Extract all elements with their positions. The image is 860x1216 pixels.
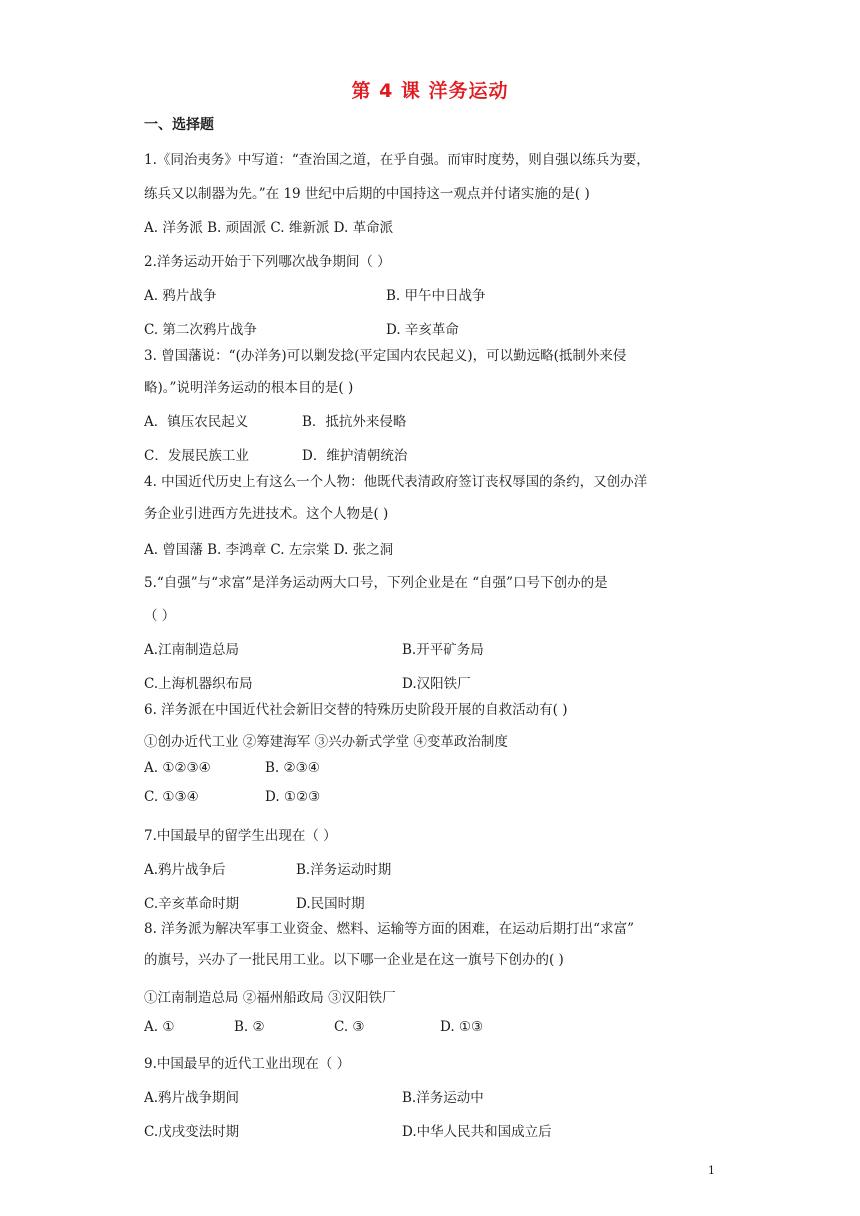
- question-8-option-c: C. ③: [334, 1019, 365, 1035]
- question-8-items: ①江南制造总局 ②福州船政局 ③汉阳铁厂: [144, 990, 396, 1006]
- question-9-option-a: A.鸦片战争期间: [144, 1090, 240, 1106]
- question-1-stem-line-2: 练兵又以制器为先。”在 19 世纪中后期的中国持这一观点并付诸实施的是( ): [144, 186, 590, 202]
- question-6-stem: 6. 洋务派在中国近代社会新旧交替的特殊历史阶段开展的自救活动有( ): [144, 702, 568, 718]
- question-5-stem-line-1: 5.“自强”与“求富”是洋务运动两大口号，下列企业是在 “自强”口号下创办的是: [144, 575, 608, 591]
- question-3-option-b: B．抵抗外来侵略: [302, 414, 407, 430]
- page-title: 第 4 课 洋务运动: [351, 80, 509, 102]
- question-3-stem-line-1: 3. 曾国藩说：“(办洋务)可以剿发捻(平定国内农民起义)，可以勤远略(抵制外来侵: [144, 348, 627, 364]
- question-5-option-b: B.开平矿务局: [402, 642, 484, 658]
- question-1-options: A. 洋务派 B. 顽固派 C. 维新派 D. 革命派: [144, 220, 394, 236]
- question-6-option-c: C. ①③④: [144, 789, 199, 805]
- question-6-option-b: B. ②③④: [265, 760, 320, 776]
- question-7-option-b: B.洋务运动时期: [296, 862, 392, 878]
- question-2-option-d: D. 辛亥革命: [386, 322, 459, 338]
- question-4-options: A. 曾国藩 B. 李鸿章 C. 左宗棠 D. 张之洞: [144, 542, 394, 558]
- question-2-option-b: B. 甲午中日战争: [386, 288, 486, 304]
- page-number: 1: [708, 1164, 715, 1177]
- question-9-option-b: B.洋务运动中: [402, 1090, 484, 1106]
- question-3-option-a: A．镇压农民起义: [144, 414, 249, 430]
- question-8-stem-line-2: 的旗号，兴办了一批民用工业。以下哪一企业是在这一旗号下创办的( ): [144, 952, 564, 968]
- question-2-option-a: A. 鸦片战争: [144, 288, 217, 304]
- question-9-option-d: D.中华人民共和国成立后: [402, 1124, 552, 1140]
- question-1-stem-line-1: 1.《同治夷务》中写道：“查治国之道，在乎自强。而审时度势，则自强以练兵为要，: [144, 152, 650, 168]
- question-3-option-c: C．发展民族工业: [144, 448, 249, 464]
- question-7-option-a: A.鸦片战争后: [144, 862, 226, 878]
- question-8-option-a: A. ①: [144, 1019, 175, 1035]
- question-2-option-c: C. 第二次鸦片战争: [144, 322, 257, 338]
- question-5-option-c: C.上海机器织布局: [144, 676, 253, 692]
- question-9-stem: 9.中国最早的近代工业出现在（ ）: [144, 1056, 351, 1072]
- question-8-stem-line-1: 8. 洋务派为解决军事工业资金、燃料、运输等方面的困难，在运动后期打出“求富”: [144, 921, 634, 937]
- question-7-stem: 7.中国最早的留学生出现在（ ）: [144, 828, 337, 844]
- question-6-items: ①创办近代工业 ②筹建海军 ③兴办新式学堂 ④变革政治制度: [144, 734, 508, 750]
- question-5-stem-line-2: （ ）: [144, 608, 176, 624]
- question-4-stem-line-1: 4. 中国近代历史上有这么一个人物：他既代表清政府签订丧权辱国的条约，又创办洋: [144, 474, 648, 490]
- question-6-option-a: A. ①②③④: [144, 760, 211, 776]
- question-5-option-a: A.江南制造总局: [144, 642, 240, 658]
- question-7-option-d: D.民国时期: [296, 896, 365, 912]
- question-3-stem-line-2: 略)。”说明洋务运动的根本目的是( ): [144, 380, 354, 396]
- question-8-option-b: B. ②: [234, 1019, 265, 1035]
- question-9-option-c: C.戊戌变法时期: [144, 1124, 240, 1140]
- question-6-option-d: D. ①②③: [265, 789, 321, 805]
- question-2-stem: 2.洋务运动开始于下列哪次战争期间（ ）: [144, 254, 391, 270]
- question-5-option-d: D.汉阳铁厂: [402, 676, 471, 692]
- question-7-option-c: C.辛亥革命时期: [144, 896, 240, 912]
- question-8-option-d: D. ①③: [440, 1019, 484, 1035]
- question-4-stem-line-2: 务企业引进西方先进技术。这个人物是( ): [144, 506, 389, 522]
- question-3-option-d: D．维护清朝统治: [302, 448, 408, 464]
- section-heading: 一、选择题: [144, 117, 214, 133]
